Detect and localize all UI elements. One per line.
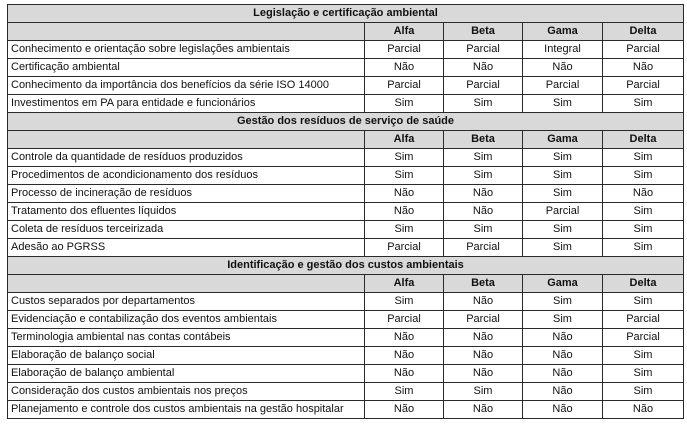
- row-label: Elaboração de balanço ambiental: [8, 365, 365, 383]
- column-header-row: [8, 131, 684, 149]
- cell-beta: Parcial: [444, 239, 523, 257]
- cell-delta: Parcial: [603, 41, 684, 59]
- cell-delta: Sim: [603, 167, 684, 185]
- cell-beta: Não: [444, 365, 523, 383]
- row-label: Conhecimento da importância dos benefícios da série ISO 14000: [8, 77, 365, 95]
- column-header-delta: Delta: [603, 23, 684, 41]
- table-row: [8, 167, 684, 185]
- cell-gama: Não: [523, 59, 603, 77]
- cell-alfa: Sim: [365, 383, 444, 401]
- cell-alfa: Sim: [365, 293, 444, 311]
- cell-gama: Não: [523, 347, 603, 365]
- column-header-beta: Beta: [444, 23, 523, 41]
- cell-gama: Integral: [523, 41, 603, 59]
- cell-beta: Não: [444, 329, 523, 347]
- cell-delta: Sim: [603, 347, 684, 365]
- row-label: Adesão ao PGRSS: [8, 239, 365, 257]
- cell-alfa: Sim: [365, 149, 444, 167]
- cell-beta: Parcial: [444, 311, 523, 329]
- column-header-gama: Gama: [523, 131, 603, 149]
- cell-delta: Sim: [603, 149, 684, 167]
- section-title: Legislação e certificação ambiental: [8, 5, 684, 23]
- cell-gama: Sim: [523, 221, 603, 239]
- row-label: Consideração dos custos ambientais nos preços: [8, 383, 365, 401]
- cell-delta: Sim: [603, 383, 684, 401]
- table-row: [8, 329, 684, 347]
- cell-gama: Parcial: [523, 77, 603, 95]
- cell-beta: Parcial: [444, 77, 523, 95]
- cell-alfa: Sim: [365, 221, 444, 239]
- cell-gama: Não: [523, 329, 603, 347]
- cell-alfa: Sim: [365, 167, 444, 185]
- cell-alfa: Parcial: [365, 311, 444, 329]
- cell-delta: Não: [603, 185, 684, 203]
- row-label: Custos separados por departamentos: [8, 293, 365, 311]
- cell-delta: Sim: [603, 365, 684, 383]
- row-label: Investimentos em PA para entidade e funcionários: [8, 95, 365, 113]
- column-header-beta: Beta: [444, 131, 523, 149]
- cell-delta: Parcial: [603, 311, 684, 329]
- row-label: Terminologia ambiental nas contas contábeis: [8, 329, 365, 347]
- table-row: [8, 221, 684, 239]
- table-row: [8, 365, 684, 383]
- cell-beta: Não: [444, 59, 523, 77]
- column-header-gama: Gama: [523, 23, 603, 41]
- cell-delta: Sim: [603, 203, 684, 221]
- section-header-row: [8, 257, 684, 275]
- cell-beta: Não: [444, 293, 523, 311]
- table-row: [8, 203, 684, 221]
- section-header-row: [8, 113, 684, 131]
- cell-alfa: Não: [365, 347, 444, 365]
- table-row: [8, 239, 684, 257]
- cell-delta: Sim: [603, 293, 684, 311]
- column-header-blank: [8, 131, 365, 149]
- section-header-row: [8, 5, 684, 23]
- cell-gama: Sim: [523, 293, 603, 311]
- row-label: Planejamento e controle dos custos ambientais na gestão hospitalar: [8, 401, 365, 419]
- row-label: Procedimentos de acondicionamento dos resíduos: [8, 167, 365, 185]
- cell-gama: Não: [523, 383, 603, 401]
- cell-beta: Não: [444, 185, 523, 203]
- cell-gama: Não: [523, 401, 603, 419]
- row-label: Elaboração de balanço social: [8, 347, 365, 365]
- cell-alfa: Não: [365, 401, 444, 419]
- column-header-gama: Gama: [523, 275, 603, 293]
- row-label: Tratamento dos efluentes líquidos: [8, 203, 365, 221]
- cell-alfa: Parcial: [365, 41, 444, 59]
- cell-alfa: Parcial: [365, 77, 444, 95]
- table-row: [8, 383, 684, 401]
- cell-delta: Não: [603, 401, 684, 419]
- cell-gama: Sim: [523, 185, 603, 203]
- cell-delta: Não: [603, 59, 684, 77]
- cell-beta: Sim: [444, 167, 523, 185]
- cell-alfa: Não: [365, 365, 444, 383]
- cell-delta: Sim: [603, 221, 684, 239]
- cell-alfa: Não: [365, 203, 444, 221]
- row-label: Controle da quantidade de resíduos produzidos: [8, 149, 365, 167]
- cell-beta: Não: [444, 347, 523, 365]
- cell-alfa: Não: [365, 185, 444, 203]
- cell-beta: Sim: [444, 383, 523, 401]
- cell-delta: Sim: [603, 239, 684, 257]
- column-header-row: [8, 23, 684, 41]
- cell-gama: Sim: [523, 167, 603, 185]
- table-row: [8, 347, 684, 365]
- cell-alfa: Parcial: [365, 239, 444, 257]
- column-header-delta: Delta: [603, 275, 684, 293]
- comparison-table: [7, 4, 684, 419]
- cell-gama: Sim: [523, 239, 603, 257]
- column-header-alfa: Alfa: [365, 275, 444, 293]
- section-title: Identificação e gestão dos custos ambientais: [8, 257, 684, 275]
- cell-gama: Sim: [523, 149, 603, 167]
- row-label: Evidenciação e contabilização dos eventos ambientais: [8, 311, 365, 329]
- cell-gama: Sim: [523, 95, 603, 113]
- column-header-blank: [8, 275, 365, 293]
- cell-alfa: Sim: [365, 95, 444, 113]
- table-row: [8, 41, 684, 59]
- table-row: [8, 59, 684, 77]
- column-header-row: [8, 275, 684, 293]
- section-title: Gestão dos resíduos de serviço de saúde: [8, 113, 684, 131]
- cell-beta: Sim: [444, 221, 523, 239]
- cell-beta: Sim: [444, 149, 523, 167]
- table-row: [8, 293, 684, 311]
- cell-alfa: Não: [365, 59, 444, 77]
- table-row: [8, 77, 684, 95]
- row-label: Certificação ambiental: [8, 59, 365, 77]
- column-header-alfa: Alfa: [365, 131, 444, 149]
- cell-beta: Não: [444, 401, 523, 419]
- cell-beta: Não: [444, 203, 523, 221]
- column-header-delta: Delta: [603, 131, 684, 149]
- table-row: [8, 185, 684, 203]
- column-header-beta: Beta: [444, 275, 523, 293]
- cell-gama: Parcial: [523, 203, 603, 221]
- table-row: [8, 401, 684, 419]
- cell-beta: Parcial: [444, 41, 523, 59]
- cell-gama: Não: [523, 365, 603, 383]
- cell-gama: Sim: [523, 311, 603, 329]
- cell-delta: Parcial: [603, 329, 684, 347]
- row-label: Coleta de resíduos terceirizada: [8, 221, 365, 239]
- cell-beta: Sim: [444, 95, 523, 113]
- cell-alfa: Não: [365, 329, 444, 347]
- row-label: Conhecimento e orientação sobre legislações ambientais: [8, 41, 365, 59]
- cell-delta: Sim: [603, 95, 684, 113]
- cell-delta: Parcial: [603, 77, 684, 95]
- column-header-blank: [8, 23, 365, 41]
- table-row: [8, 95, 684, 113]
- row-label: Processo de incineração de resíduos: [8, 185, 365, 203]
- table-row: [8, 311, 684, 329]
- table-row: [8, 149, 684, 167]
- column-header-alfa: Alfa: [365, 23, 444, 41]
